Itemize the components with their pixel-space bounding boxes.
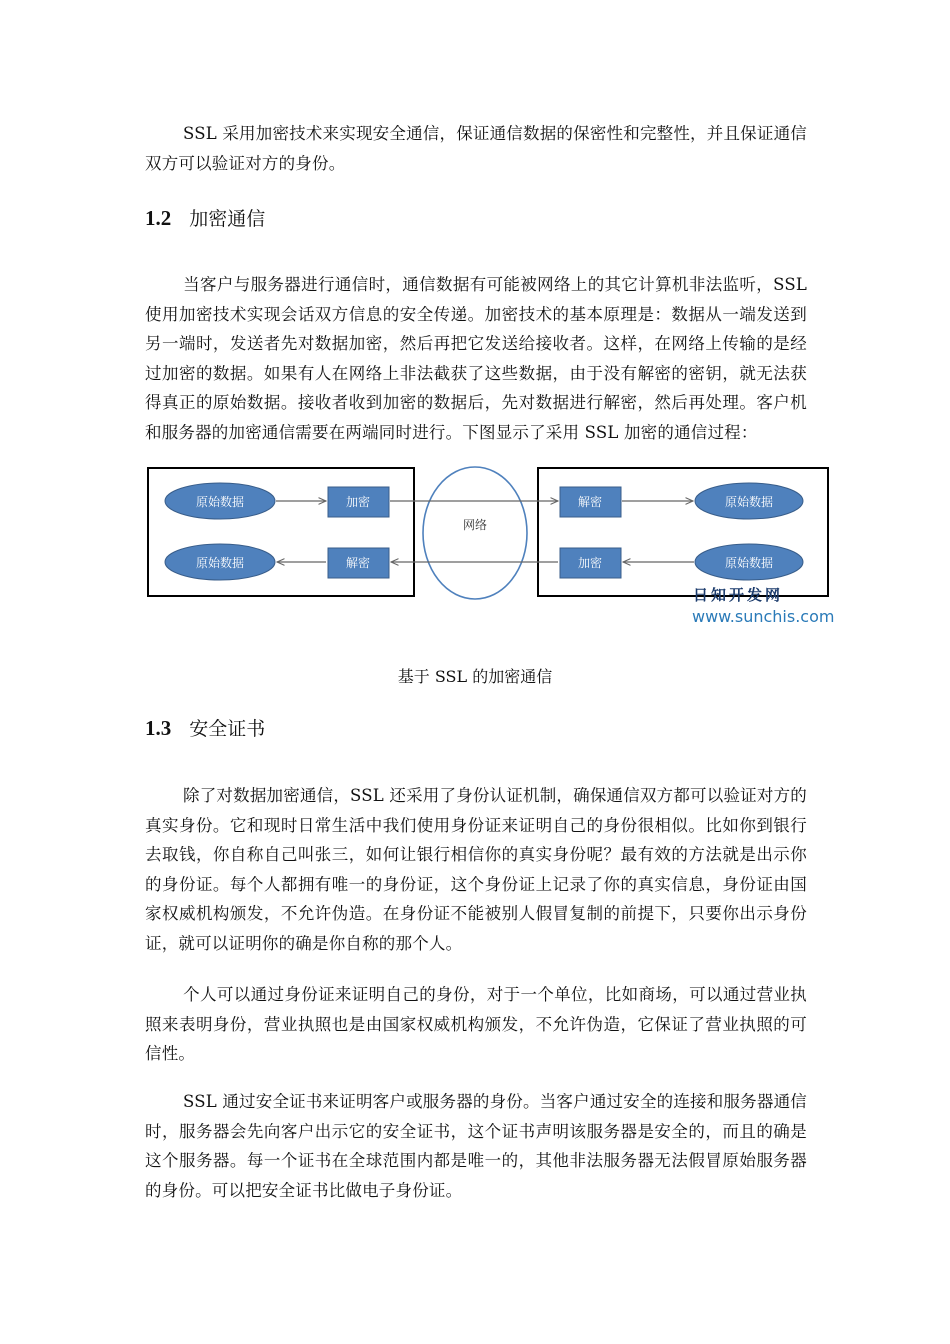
ssl-communication-diagram <box>140 462 840 632</box>
watermark-cn: 日知开发网 <box>693 586 784 604</box>
certificate-text-2: 个人可以通过身份证来证明自己的身份，对于一个单位，比如商场，可以通过营业执照来表明身份，营业执照也是由国家权威机构颁发，不允许伪造，它保证了营业执照的可信性。 <box>145 985 807 1063</box>
section-number: 1.2 <box>145 206 172 230</box>
certificate-text-3: SSL 通过安全证书来证明客户或服务器的身份。当客户通过安全的连接和服务器通信时，服务器会先向客户出示它的安全证书，这个证书声明该服务器是安全的，而且的确是这个服务器。每一个证书在全球范围内都是唯一的，其他非法服务器无法假冒原始服务器的身份。可以把安全证书比做电子身份证。 <box>145 1092 807 1200</box>
data-label: 原始数据 <box>724 556 774 570</box>
data-label: 原始数据 <box>724 495 774 509</box>
encrypt-label: 加密 <box>577 556 603 570</box>
section-heading-1-2 <box>145 203 265 231</box>
section-number: 1.3 <box>145 716 172 740</box>
encryption-text: 当客户与服务器进行通信时，通信数据有可能被网络上的其它计算机非法监听，SSL 使用加密技术实现会话双方信息的安全传递。加密技术的基本原理是：数据从一端发送到另一端时，发送者先对数据加密，然后再把它发送给接收者。这样，在网络上传输的是经过加密的数据。如果有人在网络上非法截获了这些数据，由于没有解密的密钥，就无法获得真正的原始数据。接收者收到加密的数据后，先对数据进行解密，然后再处理。客户机和服务器的加密通信需要在两端同时进行。下图显示了采用 SSL 加密的通信过程： <box>145 275 807 442</box>
certificate-text-1: 除了对数据加密通信，SSL 还采用了身份认证机制，确保通信双方都可以验证对方的真实身份。它和现时日常生活中我们使用身份证来证明自己的身份很相似。比如你到银行去取钱，你自称自己叫张三，如何让银行相信你的真实身份呢？最有效的方法就是出示你的身份证。每个人都拥有唯一的身份证，这个身份证上记录了你的真实信息，身份证由国家权威机构颁发，不允许伪造。在身份证不能被别人假冒复制的前提下，只要你出示身份证，就可以证明你的确是你自称的那个人。 <box>145 786 807 953</box>
section-heading-1-3 <box>145 713 265 741</box>
figure-caption: 基于 SSL 的加密通信 <box>397 667 553 686</box>
certificate-paragraph-1 <box>145 781 807 958</box>
watermark-url: www.sunchis.com <box>692 607 835 626</box>
section-title: 加密通信 <box>189 208 266 230</box>
section-title: 安全证书 <box>189 718 266 740</box>
network-ellipse <box>423 467 527 599</box>
data-label: 原始数据 <box>195 556 245 570</box>
intro-paragraph <box>145 119 807 178</box>
encryption-paragraph <box>145 270 807 447</box>
encrypt-label: 加密 <box>345 495 371 509</box>
intro-text: SSL 采用加密技术来实现安全通信，保证通信数据的保密性和完整性，并且保证通信双方可以验证对方的身份。 <box>145 124 807 173</box>
certificate-paragraph-2 <box>145 980 807 1069</box>
certificate-paragraph-3 <box>145 1087 807 1205</box>
decrypt-label: 解密 <box>577 495 603 509</box>
network-label: 网络 <box>462 518 488 532</box>
data-label: 原始数据 <box>195 495 245 509</box>
decrypt-label: 解密 <box>345 556 371 570</box>
